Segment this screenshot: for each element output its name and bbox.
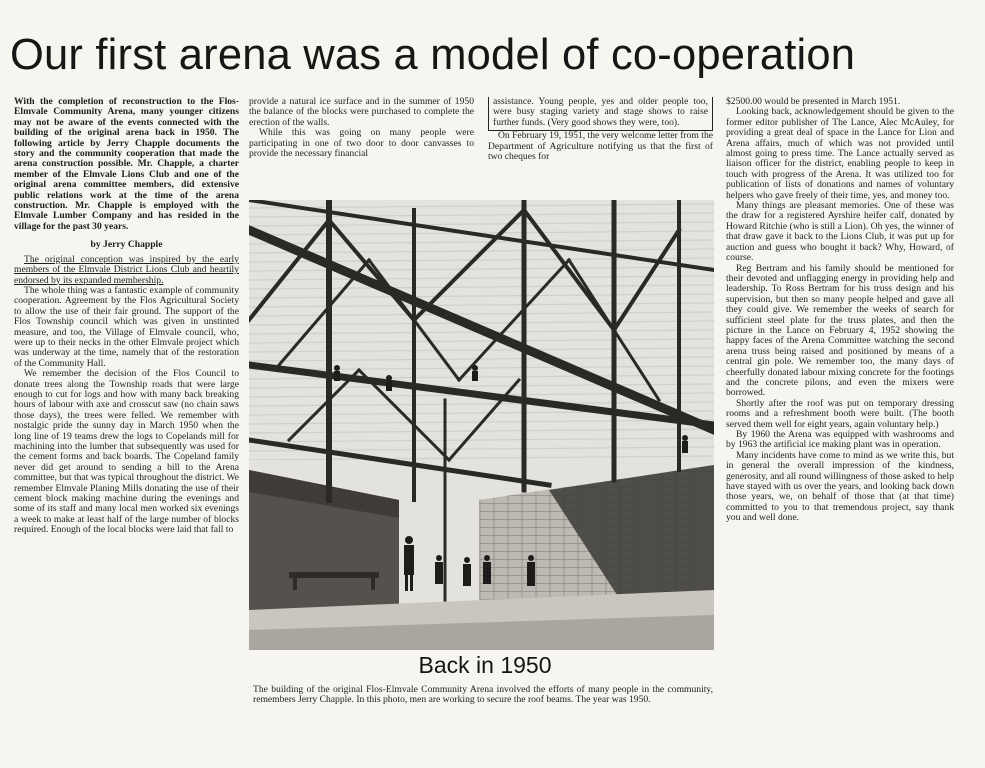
article-column-3 — [488, 97, 713, 162]
article-column-2 — [249, 97, 474, 159]
paragraph: By 1960 the Arena was equipped with washrooms and by 1963 the artificial ice making plant was in operation. — [726, 429, 954, 451]
paragraph: $2500.00 would be presented in March 1951. — [726, 96, 901, 107]
paragraph: On February 19, 1951, the very welcome letter from the Department of Agriculture notifying us that the first of two cheques for — [488, 130, 713, 163]
photo-caption: The building of the original Flos-Elmvale Community Arena involved the efforts of many people in the community, remembers Jerry Chapple. In this photo, men are working to secure the roof beams. The year was 1950. — [253, 684, 713, 706]
paragraph: Many things are pleasant memories. One of these was the draw for a registered Ayrshire heifer calf, donated by Howard Ritchie (who is still a Lion). Oh yes, the winner of that draw gave it back to the Lions Club, it was put up for auction and guess who bought it back? Why, Howard, of course. — [726, 200, 954, 264]
paragraph: We remember the decision of the Flos Council to donate trees along the Township roads that were large enough to cut for logs and how with many back breaking hours of labour with axe and crosscut saw (no chain saws those days), the trees were felled. We remember with nostalgic pride the sunny day in March 1950 when the long line of 19 teams drew the logs to Copelands mill for machining into the lumber that subsequently was used for the cement forms and back boards. The Copeland family never did get around to sending a bill to the Arena committee, but that was typical throughout the district. We remember Elmvale Planing Mills donating the use of their cement block making machine during the evenings and some of its staff and many local men worked six evenings a week to make at least half of the large number of blocks required. Enough of the local blocks were laid that fall to — [14, 368, 239, 536]
article-column-1 — [14, 97, 239, 727]
paragraph: The whole thing was a fantastic example of community cooperation. Agreement by the Flos Agricultural Society to allow the use of their fair ground. The support of the Flos Township council which was given in unstinted measure, and too, the Village of Elmvale council, who, were up to their necks in the other Elmvale project which was underway at the time, namely that of the restoration of the Community Hall. — [14, 284, 239, 369]
boxed-passage — [488, 97, 713, 131]
paragraph: assistance. Young people, yes and older people too, were busy staging variety and stage shows to raise further funds. (Very good shows they were, too). — [493, 96, 708, 128]
byline: by Jerry Chapple — [90, 239, 163, 251]
article-column-4 — [726, 97, 954, 727]
paragraph: While this was going on many people were participating in one of two door to door canvasses to provide the necessary financial — [249, 127, 474, 160]
paragraph: Many incidents have come to mind as we write this, but in general the overall impression of the kindness, generosity, and all round willingness of those asked to help have stayed with us over the years, and looking back down those years, we, on behalf of those that (at that time) committed to you to that tremendous project, say thank you and well done. — [726, 449, 954, 524]
arena-construction-photo — [249, 200, 714, 650]
paragraph: The original conception was inspired by the early members of the Elmvale District Lions Club and heartily endorsed by its expanded membership. — [14, 253, 239, 286]
photo-illustration — [249, 200, 714, 650]
paragraph: Reg Bertram and his family should be mentioned for their devoted and unflagging energy in providing help and leadership. To Ross Bertram for his truss design and his supervision, but then so many people helped and gave all they could give. We remember the weeks of search for sufficient steel plate for the truss plates, and then the picture in the Lance on February 4, 1952 showing the happy faces of the Arena Committee watching the second arena truss being raised and positioned by means of a central gin pole. We remember too, the many days of cheerfully donated labour mixing concrete for the footings and the concrete pilons, and even the mixers were borrowed. — [726, 262, 954, 399]
photo-title: Back in 1950 — [418, 652, 552, 678]
paragraph: provide a natural ice surface and in the summer of 1950 the balance of the blocks were purchased to complete the erection of the walls. — [249, 96, 474, 128]
headline: Our first arena was a model of co-operation — [10, 31, 856, 79]
paragraph: Looking back, acknowledgement should be given to the former editor publisher of The Lance, Alec McAuley, for providing a great deal of space in the Lance for Lion and Arena affairs, much of which was not provided until almost going to press time. The Lance actually served as liaison officer for the district, enabling people to keep in touch with progress of the Arena. It was utilized too for publication of lists of donations and names of voluntary helpers who gave freely of their time, yes, and money too. — [726, 106, 954, 201]
editor-intro: With the completion of reconstruction to the Flos-Elmvale Community Arena, many younger citizens may not be aware of the events connected with the building of the original arena back in 1950. The following article by Jerry Chapple documents the story and the community cooperation that made the arena construction possible. Mr. Chapple, a charter member of the Elmvale Lions Club and one of the original arena committee members, did extensive public relations work at the time of the arena construction. Mr. Chapple is employed with the Elmvale Lumber Company and has resided in the village for the past 30 years. — [14, 96, 239, 232]
paragraph: Shortly after the roof was put on temporary dressing rooms and a refreshment booth were built. (The booth served them well for eight years, again voluntary help.) — [726, 397, 954, 430]
